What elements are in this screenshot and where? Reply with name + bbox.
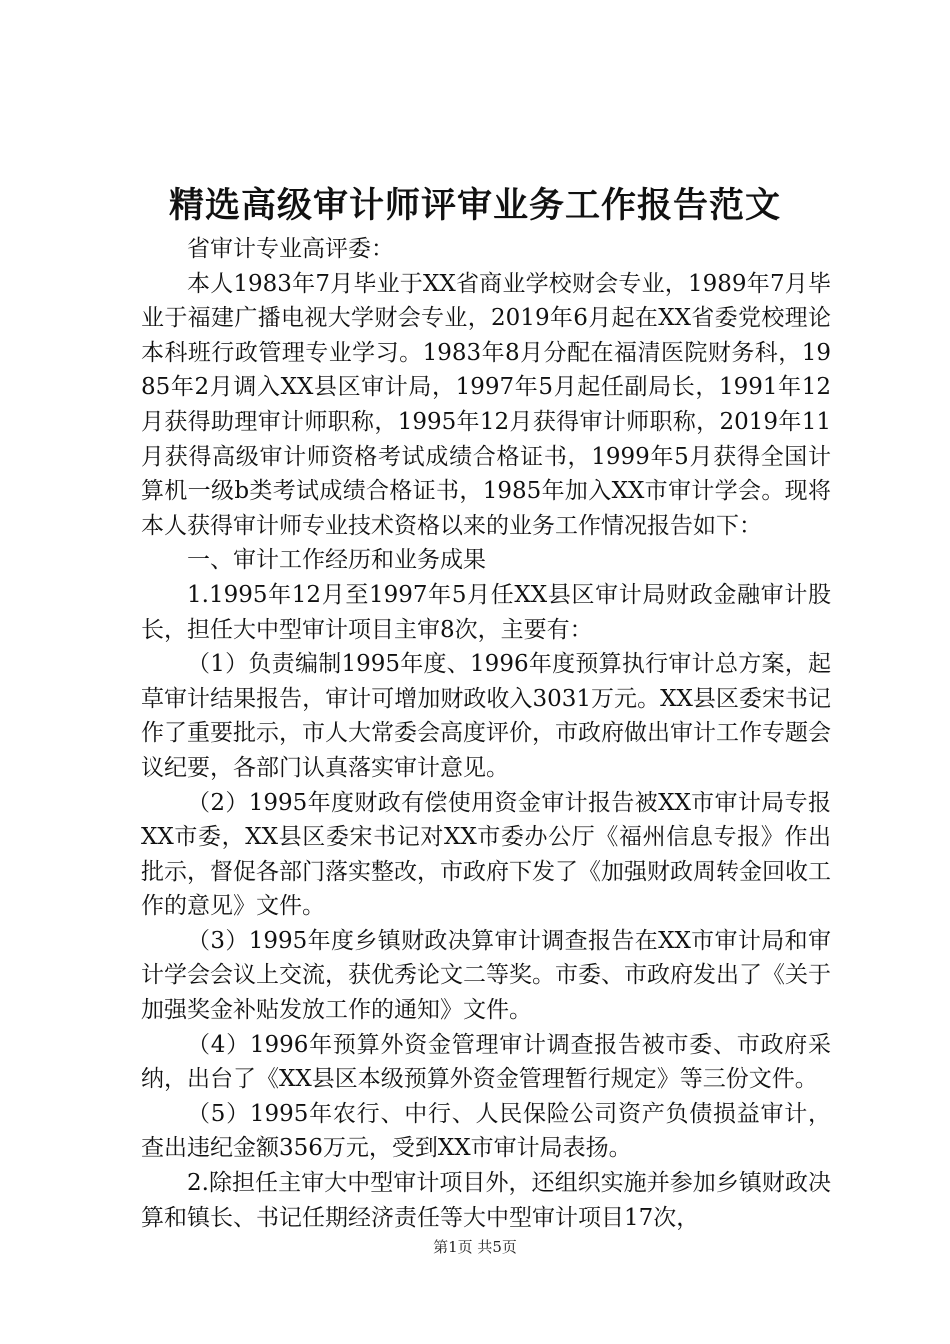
paragraph-subitem-3: （3）1995年度乡镇财政决算审计调查报告在XX市审计局和审计学会会议上交流，获优秀论文二等奖。市委、市政府发出了《关于加强奖金补贴发放工作的通知》文件。	[141, 927, 831, 1024]
section-heading: 一、审计工作经历和业务成果	[187, 547, 486, 574]
document-title: 精选高级审计师评审业务工作报告范文	[168, 185, 781, 226]
paragraph-item-1: 1.1995年12月至1997年5月任XX县区审计局财政金融审计股长，担任大中型审计项目主审8次，主要有：	[141, 581, 831, 643]
paragraph-subitem-2: （2）1995年度财政有偿使用资金审计报告被XX市审计局专报XX市委，XX县区委宋书记对XX市委办公厅《福州信息专报》作出批示，督促各部门落实整改，市政府下发了《加强财政周转金回收工作的意见》文件。	[141, 789, 831, 920]
paragraph-intro: 本人1983年7月毕业于XX省商业学校财会专业，1989年7月毕业于福建广播电视大学财会专业，2019年6月起在XX省委党校理论本科班行政管理专业学习。1983年8月分配在福清医院财务科，1985年2月调入XX县区审计局，1997年5月起任副局长，1991年12月获得助理审计师职称，1995年12月获得审计师职称，2019年11月获得高级审计师资格考试成绩合格证书，1999年5月获得全国计算机一级b类考试成绩合格证书，1985年加入XX市审计学会。现将本人获得审计师专业技术资格以来的业务工作情况报告如下：	[141, 270, 831, 539]
document-body	[141, 232, 831, 1235]
paragraph-item-2: 2.除担任主审大中型审计项目外，还组织实施并参加乡镇财政决算和镇长、书记任期经济责任等大中型审计项目17次，	[141, 1170, 831, 1231]
paragraph-subitem-1: （1）负责编制1995年度、1996年度预算执行审计总方案，起草审计结果报告，审计可增加财政收入3031万元。XX县区委宋书记作了重要批示，市人大常委会高度评价，市政府做出审计工作专题会议纪要，各部门认真落实审计意见。	[141, 651, 831, 781]
paragraph-subitem-5: （5）1995年农行、中行、人民保险公司资产负债损益审计，查出违纪金额356万元，受到XX市审计局表扬。	[141, 1100, 831, 1162]
paragraph-subitem-4: （4）1996年预算外资金管理审计调查报告被市委、市政府采纳，出台了《XX县区本级预算外资金管理暂行规定》等三份文件。	[141, 1031, 831, 1093]
salutation: 省审计专业高评委：	[187, 236, 394, 262]
page-number: 第1页 共5页	[433, 1238, 517, 1256]
